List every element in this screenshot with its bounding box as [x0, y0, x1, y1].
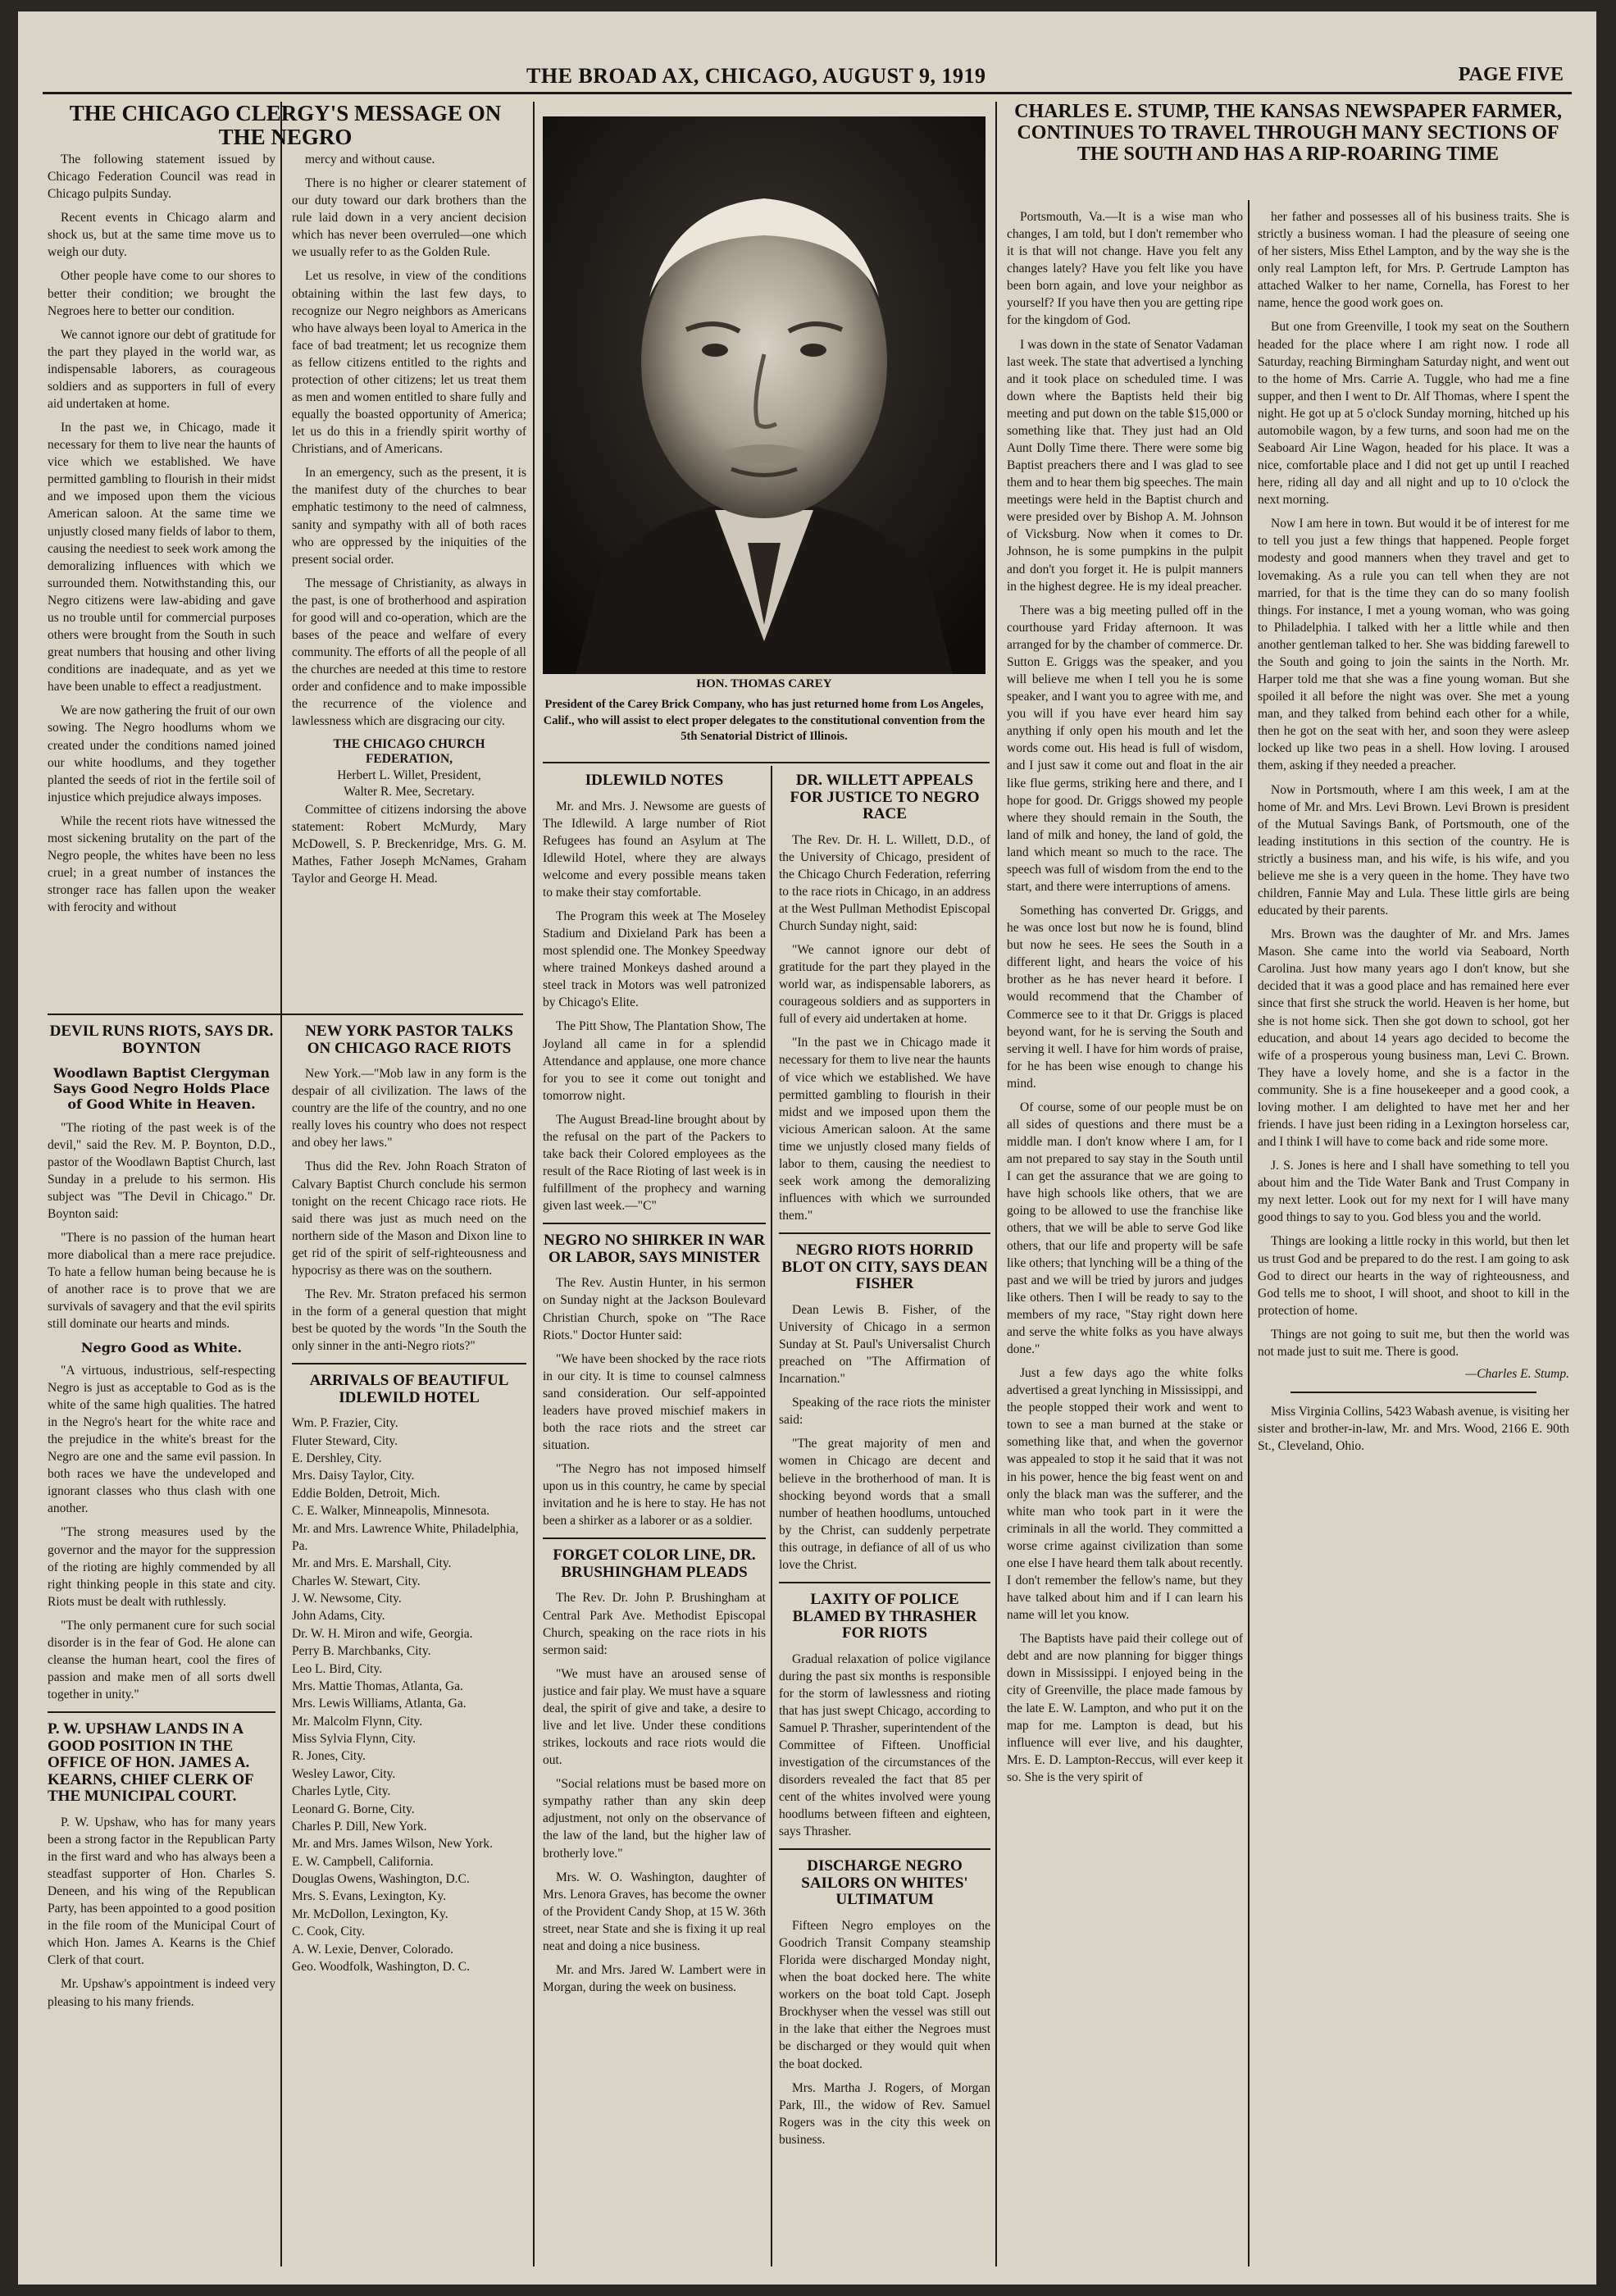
arrival-entry: Eddie Bolden, Detroit, Mich. [292, 1486, 440, 1501]
clergy-para: Let us resolve, in view of the conditions obtaining within the last few days, to recognize our Negro neighbors as Americans who have always been loyal to America in the face of bad treatment; let us recognize them as fellow citizens entitled to the rights and protection of other citizens; let us treat them as men and women entitled to share fully and equally the boasted opportunity of America; let us do this in a friendly spirit worthy of Christians, and of Americans. [292, 269, 526, 457]
section-rule [543, 762, 990, 763]
stump-para: Now in Portsmouth, where I am this week, I am at the home of Mr. and Mrs. Levi Brown. Levi Brown is president of the Mutual Savings Bank, of Portsmouth, one of the leading institutions in this section of the country. He is strictly a business man, and his wife, is his wife, and you believe me she is a very queen in the home. They have two children, Fannie May and Lula. These little girls are being educated by their parents. [1258, 782, 1569, 918]
clergy-para: We cannot ignore our debt of gratitude for the part they played in the world war, as indispensable laborers, as courageous soldiers and as supporters in full of every aid undertaken at home. [48, 327, 275, 412]
arrival-entry: C. Cook, City. [292, 1925, 365, 1939]
clergy-para: We are now gathering the fruit of our own sowing. The Negro hoodlums whom we created under the conditions named joined our white hoodlums, and they together planted the seeds of riot in the fertile soil of injustice which prejudice always imposes. [48, 704, 275, 804]
stump-para: The Baptists have paid their college out of debt and are now planning for bigger things down in Mississippi. I enjoyed being in the city of Greenville, the place made famous by the late E. W. Lampton, and who put it on the map for me. Lampton is dead, but his influence will ever live, and his daughter, Mrs. E. D. Lampton-Reccus, will ever keep it so. She is the very spirit of [1007, 1632, 1243, 1784]
column-5 [1007, 208, 1243, 2270]
section-rule [48, 1711, 275, 1713]
arrival-entry: Fluter Steward, City. [292, 1433, 398, 1448]
clergy-headline: THE CHICAGO CLERGY'S MESSAGE ON THE NEGRO [69, 102, 502, 150]
idlewild-headline: IDLEWILD NOTES [585, 772, 724, 789]
brushingham-para: "Social relations must be based more on sympathy rather than any skin deep adjustment, not only on the observance of the law of the land, but the higher law of brotherly love." [543, 1777, 766, 1861]
committee-note: Committee of citizens indorsing the above statement: Robert McMurdy, Mary McDowell, S. P. Breckenridge, Mrs. G. M. Mathes, Father Joseph McNames, Graham Taylor and George H. Mead. [292, 802, 526, 886]
boynton-para: "There is no passion of the human heart more diabolical than a mere race prejudice. To hate a fellow human being because he is of another race is to prove that we are survivals of savagery and that the evil spirits still dominate our hearts and minds. [48, 1231, 275, 1332]
arrival-entry: Mr. and Mrs. Lawrence White, Philadelphia, Pa. [292, 1521, 519, 1553]
arrival-entry: Mr. and Mrs. James Wilson, New York. [292, 1837, 493, 1852]
idlewild-para: Mr. and Mrs. J. Newsome are guests of The Idlewild. A large number of Riot Refugees has found an Asylum at The Idlewild Hotel, where they are always welcome and every possible means taken to make their stay comfortable. [543, 799, 766, 900]
stump-para: Things are looking a little rocky in this world, but then let us trust God and be prepared to do the rest. I am going to ask God to direct our hearts in the way of righteousness, and God tells me to shoot, I will shoot, and shoot to kill in the protection of home. [1258, 1234, 1569, 1318]
stump-headline-block [1005, 102, 1571, 198]
arrival-entry: Mr. Malcolm Flynn, City. [292, 1714, 423, 1729]
arrival-entry: Mr. McDollon, Lexington, Ky. [292, 1906, 448, 1921]
portrait-image [543, 116, 986, 674]
arrival-entry: Mrs. S. Evans, Lexington, Ky. [292, 1889, 446, 1904]
arrival-entry: Mrs. Lewis Williams, Atlanta, Ga. [292, 1697, 467, 1711]
portrait-photo [543, 116, 986, 674]
fisher-para: Dean Lewis B. Fisher, of the University of Chicago in a sermon Sunday at St. Paul's Universalist Church preached on "The Affirmation of Incarnation." [779, 1302, 990, 1387]
sailors-headline: DISCHARGE NEGRO SAILORS ON WHITES' ULTIMATUM [801, 1857, 968, 1909]
brushingham-headline: FORGET COLOR LINE, DR. BRUSHINGHAM PLEADS [553, 1547, 756, 1581]
signature-president: Herbert L. Willet, President, [337, 768, 481, 782]
arrivals-headline: ARRIVALS OF BEAUTIFUL IDLEWILD HOTEL [309, 1372, 509, 1406]
idlewild-para: The Pitt Show, The Plantation Show, The Joyland all came in for a splendid Attendance and applause, one more chance for you to see it come out tonight and tomorrow night. [543, 1019, 766, 1103]
hunter-para: The Rev. Austin Hunter, in his sermon on Sunday night at the Jackson Boulevard Christian Church, spoke on "The Race Riots." Doctor Hunter said: [543, 1276, 766, 1342]
boynton-subhead-2: Negro Good as White. [80, 1339, 243, 1355]
photo-caption: President of the Carey Brick Company, who has just returned home from Los Angeles, Calif., who will assist to elect proper delegates to the constitutional convention from the 5th Senatorial District of Illinois. [543, 698, 986, 744]
column-rule [533, 102, 535, 2266]
photo-caption-name: HON. THOMAS CAREY [696, 677, 832, 690]
arrival-entry: Leonard G. Borne, City. [292, 1802, 415, 1816]
laxity-para: Gradual relaxation of police vigilance during the past six months is responsible for the storm of lawlessness and rioting that has just swept Chicago, according to Samuel P. Thrasher, superintendent of the Committee of Fifteen. Unofficial investigation of the circumstances of the disorders revealed the fact that 85 per cent of the whites involved were young hoodlums between fifteen and eighteen, says Thrasher. [779, 1651, 990, 1839]
sailors-para: Mrs. Martha J. Rogers, of Morgan Park, Ill., the widow of Rev. Samuel Rogers was in the city this week on business. [779, 2080, 990, 2147]
hunter-para: "We have been shocked by the race riots in our city. It is time to counsel calmness sand consideration. Our self-appointed leaders have proved mischief makers in both the race riots and the street car situation. [543, 1351, 766, 1453]
arrival-entry: Dr. W. H. Miron and wife, Georgia. [292, 1626, 473, 1641]
newspaper-page [18, 11, 1596, 2285]
arrivals-list [292, 1414, 526, 1975]
ny-pastor-headline: NEW YORK PASTOR TALKS ON CHICAGO RACE RIOTS [305, 1023, 513, 1057]
section-rule [292, 1363, 526, 1364]
boynton-para: "The only permanent cure for such social disorder is in the fear of God. He alone can cleanse the human heart, cool the fires of passion and make men of all sorts dwell together in unity." [48, 1618, 275, 1702]
masthead [18, 11, 1596, 93]
clergy-para: There is no higher or clearer statement of our duty toward our dark brothers than the rule laid down in a very ancient decision which has never been overruled—one which we usually refer to as the Golden Rule. [292, 176, 526, 260]
column-2-bottom [292, 1023, 526, 2270]
paper-dateline: THE BROAD AX, CHICAGO, AUGUST 9, 1919 [526, 64, 986, 88]
boynton-para: "The strong measures used by the governor and the mayor for the suppression of the rioting are highly commended by all right thinking people in this state and city. Riots must be dealt with ruthlessly. [48, 1525, 275, 1609]
column-rule [1248, 200, 1250, 2266]
ny-pastor-para: New York.—"Mob law in any form is the despair of all civilization. The laws of the country are the life of the country, and no one really loves his country who does not respect and obey her laws." [292, 1067, 526, 1150]
stump-para: Mrs. Brown was the daughter of Mr. and Mrs. James Mason. She came into the world via Seaboard, North Carolina. Just how many years ago I don't know, but she decided that it was a good place and has remained here ever since that first she struck the world. Heaven is her home, but she is not home sick. Then she got down to school, got her education, and about 14 years ago decided to become the wife of a prosperous young business man, Levi C. Brown. They have a lovely home, and she is a factor in the community. She is a fine housekeeper and a good cook, a loving mother. I am delighted to have met her and her friends. I have just been riding in a Lexington horseless car, and I think I will have to come back and ride some more. [1258, 927, 1569, 1150]
section-rule [543, 1223, 766, 1224]
collins-notice: Miss Virginia Collins, 5423 Wabash avenue, is visiting her sister and brother-in-law, Mr. and Mrs. Wood, 2166 E. 90th St., Cleveland, Ohio. [1258, 1405, 1569, 1454]
arrival-entry: Miss Sylvia Flynn, City. [292, 1732, 417, 1747]
section-rule [48, 1014, 523, 1015]
arrival-entry: J. W. Newsome, City. [292, 1592, 402, 1606]
ny-pastor-para: Thus did the Rev. John Roach Straton of Calvary Baptist Church conclude his sermon tonight on the recent Chicago race riots. He said there was just as much need on the northern side of the Mason and Dixon line to get rid of the spirit of self-righteousness and hypocrisy as there was on the southern. [292, 1159, 526, 1278]
signature-org: THE CHICAGO CHURCH FEDERATION, [333, 736, 485, 766]
idlewild-para: The August Bread-line brought about by the refusal on the part of the Packers to take back their Colored employees as the result of the Race Rioting of last week is in fulfillment of the prophecy and warning given last week.—"C" [543, 1112, 766, 1214]
arrival-entry: Charles P. Dill, New York. [292, 1819, 427, 1834]
willett-para: "In the past we in Chicago made it necessary for them to live near the haunts of vice which we established. We have permitted gambling to flourish in their midst and we imposed upon them the vicious American saloon. At the same time we unjustly closed many fields of labor to them, causing the neediest to seek work among the demoralizing influences with which we surrounded them." [779, 1036, 990, 1223]
stump-para: Now I am here in town. But would it be of interest for me to tell you just a few things that happened. People forget modesty and good manners when they travel and get to lovemaking. As a rule you can tell when they are not married, for that is the time they can do so many foolish things. For instance, I met a young woman, who was going to Philadelphia. I talked with her a little while and then another gentleman talked to her. She was bidding farewell to the South and going to join the saints in the North. Mr. Harper told me that she was a fine young woman. But she spoiled it all before the night was over. She met a young man, and they talked from behind each other for a while, then he got on the seat with her, and soon they were asleep locked up like two peas in a shell. How loving. I aroused them, asking if they needed a preacher. [1258, 517, 1569, 773]
idlewild-para: The Program this week at The Moseley Stadium and Dixieland Park has been a most splendid one. The Monkey Speedway where trained Monkeys dashed around a steel track in Motors was well patronized by Chicago's Elite. [543, 909, 766, 1010]
stump-para: J. S. Jones is here and I shall have something to tell you about him and the Tide Water Bank and Trust Company in my next letter. Look out for my next for I will have many good things to say to you. God bless you and the world. [1258, 1159, 1569, 1225]
column-1-bottom [48, 1023, 275, 2270]
brushingham-para: Mr. and Mrs. Jared W. Lambert were in Morgan, during the week on business. [543, 1963, 766, 1995]
hunter-headline: NEGRO NO SHIRKER IN WAR OR LABOR, SAYS MINISTER [544, 1232, 765, 1266]
column-1-top [48, 151, 275, 1004]
clergy-para: In the past we, in Chicago, made it necessary for them to live near the haunts of vice which we established. We have permitted gambling to flourish in their midst and we imposed upon them the vicious American saloon. At the same time we unjustly closed many fields of labor to them, causing the neediest to seek work among the demoralizing influences with which we surrounded them. Notwithstanding this, our Negro citizens were law-abiding and gave us no trouble until for commercial purposes others were brought from the South in such great numbers that housing and other living conditions are inadequate, and as yet we have been unable to effect a readjustment. [48, 421, 275, 695]
clergy-para: While the recent riots have witnessed the most sickening brutality on the part of the Negro people, the whites have been no less cruel; in a great number of instances the stronger race has fallen upon the weaker with ferocity and without [48, 813, 275, 915]
arrival-entry: Wesley Lawor, City. [292, 1766, 396, 1781]
arrival-entry: John Adams, City. [292, 1609, 385, 1624]
signature-secretary: Walter R. Mee, Secretary. [344, 784, 475, 799]
arrival-entry: Charles W. Stewart, City. [292, 1574, 421, 1588]
section-rule [1291, 1392, 1536, 1393]
arrival-entry: Mrs. Daisy Taylor, City. [292, 1469, 415, 1483]
brushingham-para: "We must have an aroused sense of justice and fair play. We must have a square deal, the spirit of give and take, a desire to live and let live. Under these conditions strikes, lockouts and race riots would die out. [543, 1666, 766, 1768]
column-3 [543, 772, 766, 2270]
column-rule [280, 102, 282, 2266]
stump-para: There was a big meeting pulled off in the courthouse yard Friday afternoon. It was arranged for by the chamber of commerce. Dr. Sutton E. Griggs was the speaker, and you will believe me when I tell you he is some speaker, and I want you to agree with me, and you will if you have ever heard him say anything if only open his mouth and let the words come out. His head is full of wisdom, and I just saw it come out and float in the air like flue germs, striking here and there, and I hope for good. Dr. Griggs showed my people where they should remain in the South, the land of milk and honey, the land of gold, the land which meant so much to the race. The speech was full of wisdom from the end to the start, and there were interruptions of amens. [1007, 603, 1243, 894]
section-rule [543, 1538, 766, 1539]
column-rule [771, 766, 772, 2266]
arrival-entry: E. W. Campbell, California. [292, 1854, 434, 1869]
boynton-subhead: Woodlawn Baptist Clergyman Says Good Negro Holds Place of Good White in Heaven. [52, 1065, 271, 1113]
willett-para: "We cannot ignore our debt of gratitude for the part they played in the world war, as indispensable laborers, as courageous soldiers and as supporters in full of every aid undertaken at home. [779, 943, 990, 1027]
arrival-entry: Leo L. Bird, City. [292, 1661, 383, 1676]
upshaw-para: Mr. Upshaw's appointment is indeed very pleasing to his many friends. [48, 1977, 275, 2009]
arrival-entry: A. W. Lexie, Denver, Colorado. [292, 1942, 453, 1957]
stump-para: Things are not going to suit me, but then the world was not made just to suit me. There is good. [1258, 1327, 1569, 1359]
upshaw-headline: P. W. UPSHAW LANDS IN A GOOD POSITION IN THE OFFICE OF HON. JAMES A. KEARNS, CHIEF CLERK OF THE MUNICIPAL COURT. [48, 1720, 253, 1806]
arrival-entry: Mr. and Mrs. E. Marshall, City. [292, 1556, 452, 1571]
stump-para: Just a few days ago the white folks advertised a great lynching in Mississippi, and the people stopped their work and went to town to see a man burned at the stake or something like that, and when the governor was appealed to stop it he said that it was not in his power, hence the big feast went on and only the black man was the sufferer, and the white man who took part in it were the criminals in all the world. They committed a worse crime against civilization than some one else I have heard them talk about recently. I don't remember the fellow's name, but they have talked about him and if I can learn his name will let you know. [1007, 1366, 1243, 1623]
stump-para: Of course, some of our people must be on all sides of questions and there must be a middle man. I don't know where I am, for I am not prepared to say stay in the South until I can get the assurance that we are going to have high schools like others, that we are going to be allowed to use the franchise like others, that we will be able to serve God like others, that our life and property will be safe like others; that lynching will be a thing of the past and we will be tried by jurors and judges like others. Then I will be ready to say to the members of my race, "Stay right down here and serve the white folks as you have always done." [1007, 1100, 1243, 1356]
arrival-entry: Charles Lytle, City. [292, 1784, 391, 1799]
column-4 [779, 772, 990, 2270]
fisher-para: "The great majority of men and women in Chicago are decent and believe in the brotherhood of man. It is shocking beyond words that a small number of heathen hoodlums, untouched by the Christ, can suddenly perpetrate this outrage, in defiance of all of us who love the Christ. [779, 1437, 990, 1572]
clergy-para: mercy and without cause. [305, 153, 435, 166]
clergy-para: Other people have come to our shores to better their condition; we brought the Negroes here to better our condition. [48, 269, 275, 318]
arrival-entry: Douglas Owens, Washington, D.C. [292, 1872, 470, 1887]
section-rule [779, 1582, 990, 1583]
boynton-para: "The rioting of the past week is of the devil," said the Rev. M. P. Boynton, D.D., pastor of the Woodlawn Baptist Church, last Sunday in a prelude to his sermon. His subject was "The Devil in Chicago." Dr. Boynton said: [48, 1120, 275, 1221]
clergy-para: Recent events in Chicago alarm and shock us, but at the same time move us to weigh our duty. [48, 211, 275, 260]
clergy-para: The following statement issued by Chicago Federation Council was read in Chicago pulpits Sunday. [48, 153, 275, 202]
stump-para: But one from Greenville, I took my seat on the Southern headed for the place where I am right now. I rode all Saturday, reaching Birmingham Saturday night, and went out to the home of Mrs. Carrie A. Tuggle, who had me a fine supper, and then I went to Dr. Alf Thomas, where I spent the night. He got up at 5 o'clock Sunday morning, hitched up his automobile wagon, by a few turns, and soon had me on the Seaboard Air Line Wagon, headed for his place. It was a nice, comfortable place and I did not get up until I reached here, riding all day and all night and up to 10 o'clock the next morning. [1258, 320, 1569, 508]
arrival-entry: Wm. P. Frazier, City. [292, 1416, 398, 1431]
brushingham-para: The Rev. Dr. John P. Brushingham at Central Park Ave. Methodist Episcopal Church, speaking on the race riots in his sermon said: [543, 1591, 766, 1657]
brushingham-para: Mrs. W. O. Washington, daughter of Mrs. Lenora Graves, has become the owner of the Provident Candy Shop, at 15 W. 36th street, near State and she is fixing it up real neat and doing a nice business. [543, 1870, 766, 1953]
arrival-entry: Mrs. Mattie Thomas, Atlanta, Ga. [292, 1679, 463, 1693]
laxity-headline: LAXITY OF POLICE BLAMED BY THRASHER FOR RIOTS [792, 1590, 977, 1642]
clergy-headline-block [48, 102, 523, 151]
willett-para: The Rev. Dr. H. L. Willett, D.D., of the University of Chicago, president of the Chicago Church Federation, referring to the race riots in Chicago, in an address at the West Pullman Methodist Episcopal Church Sunday night, said: [779, 832, 990, 933]
stump-para: I was down in the state of Senator Vadaman last week. The state that advertised a lynching and it took place on scheduled time. I was down where the Baptists held their big meeting and put down on the table $15,000 or something like that. They just had an Old Aunt Dolly Time there. There were some big Baptist preachers there and I was glad to see them and to hear them big speeches. The main meetings were held in the Baptist church and were presided over by Bishop A. M. Johnson of Vicksburg. Now when it comes to Dr. Johnson, he is some pumpkins in the pulpit and don't you forget it. He is pulpit manners in the highest degree. He is my ideal preacher. [1007, 337, 1243, 594]
masthead-rule [43, 92, 1572, 94]
fisher-para: Speaking of the race riots the minister said: [779, 1396, 990, 1428]
column-rule [995, 102, 997, 2266]
column-6 [1258, 208, 1569, 2270]
stump-para: Something has converted Dr. Griggs, and he was once lost but now he is found, blind but now he sees. He sees the South in a different light, and hears the voice of his brother as he has never heard it before. I would recommend that the Chamber of Commerce see to it that Dr. Griggs is placed beyond want, for he is serving the South and serving it well. I have for him words of praise, for he has been wise enough to change his mind. [1007, 904, 1243, 1091]
fisher-headline: NEGRO RIOTS HORRID BLOT ON CITY, SAYS DEAN FISHER [781, 1241, 988, 1293]
arrival-entry: Geo. Woodfolk, Washington, D. C. [292, 1959, 470, 1974]
clergy-para: In an emergency, such as the present, it is the manifest duty of the churches to bear emphatic testimony to the need of calmness, sanity and sympathy with all of both races who are oppressed by the iniquities of the present social order. [292, 466, 526, 567]
clergy-para: The message of Christianity, as always in the past, is one of brotherhood and aspiration for good will and co-operation, which are the bases of the peace and welfare of every community. The efforts of all the people of all the churches are needed at this time to restore order and confidence and to make impossible the recurrence of the violence and lawlessness which are disgracing our city. [292, 576, 526, 729]
section-rule [779, 1232, 990, 1234]
ny-pastor-para: The Rev. Mr. Straton prefaced his sermon in the form of a general question that might best be quoted by the words "In the South the only sinner in the anti-Negro riots?" [292, 1287, 526, 1354]
arrival-entry: R. Jones, City. [292, 1749, 366, 1764]
stump-signature: —Charles E. Stump. [1465, 1367, 1569, 1381]
sailors-para: Fifteen Negro employes on the Goodrich Transit Company steamship Florida were discharged Monday night, when the boat docked here. The white workers on the boat told Capt. Joseph Brockhyser when the vessel was still out in the lake that either the Negroes must be discharged or they would quit when the boat docked. [779, 1918, 990, 2071]
boynton-headline: DEVIL RUNS RIOTS, SAYS DR. BOYNTON [49, 1023, 274, 1057]
stump-headline: CHARLES E. STUMP, THE KANSAS NEWSPAPER FARMER, CONTINUES TO TRAVEL THROUGH MANY SECTIONS OF THE SOUTH AND HAS A RIP-ROARING TIME [1014, 102, 1562, 165]
page-number: PAGE FIVE [1458, 64, 1564, 85]
column-2-top [292, 151, 526, 1004]
arrival-entry: E. Dershley, City. [292, 1451, 382, 1466]
section-rule [779, 1848, 990, 1850]
stump-para: Portsmouth, Va.—It is a wise man who changes, I am told, but I don't remember who it is that will not change. Have you felt any changes lately? Have you felt like you have been born again, and love your neighbor as yourself? If you have then you are getting ripe for the kingdom of God. [1007, 210, 1243, 328]
willett-headline: DR. WILLETT APPEALS FOR JUSTICE TO NEGRO RACE [790, 772, 980, 823]
boynton-para: "A virtuous, industrious, self-respecting Negro is just as acceptable to God as is the white of the same high qualities. The hatred in the Negro's heart for the white race and the prejudice in the white's breast for the Negro are one and the same evil passion. In both races we have the undeveloped and ignorant classes who thus clash with one another. [48, 1363, 275, 1516]
arrival-entry: C. E. Walker, Minneapolis, Minnesota. [292, 1504, 490, 1519]
arrival-entry: Perry B. Marchbanks, City. [292, 1644, 431, 1659]
stump-para: her father and possesses all of his business traits. She is strictly a business woman. I had the pleasure of seeing one of her sisters, Miss Ethel Lampton, and by the way she is the only real Lampton left, for Mrs. P. Gertrude Lampton has attached Walker to her name, Cornella, has Forest to her name, hence the good work goes on. [1258, 210, 1569, 311]
upshaw-para: P. W. Upshaw, who has for many years been a strong factor in the Republican Party in the first ward and who has always been a steadfast supporter of Hon. Charles S. Deneen, and his wing of the Republican Party, has been appointed to a good position in the file room of the Municipal Court of which Hon. James A. Kearns is the Chief Clerk of that court. [48, 1815, 275, 1968]
hunter-para: "The Negro has not imposed himself upon us in this country, he came by special invitation and he is here to stay. He has not been a shirker as a laborer or as a soldier. [543, 1462, 766, 1528]
